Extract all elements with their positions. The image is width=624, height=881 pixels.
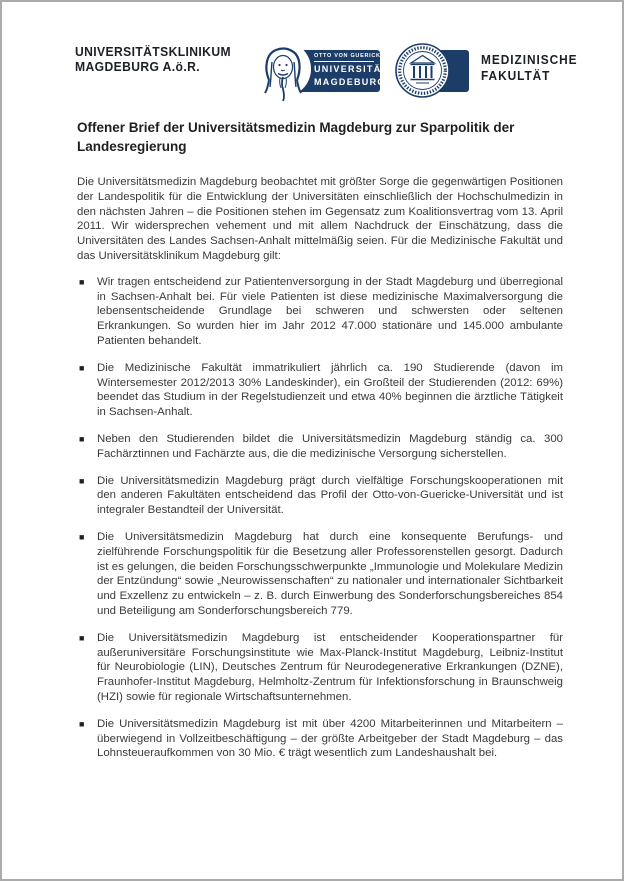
university-logo-name1: UNIVERSITÄT — [314, 64, 389, 74]
bullet-text: Neben den Studierenden bildet die Universitätsmedizin Magdeburg ständig ca. 300 Fachärztinnen und Fachärzte aus, die die medizinische Versorgung sicherstellen. — [97, 432, 563, 460]
list-item — [77, 474, 563, 518]
bullet-text: Die Universitätsmedizin Magdeburg prägt durch vielfältige Forschungskooperationen mit den anderen Fakultäten entscheidend das Profil der Otto-von-Guericke-Universität und ist integraler Bestandteil der Universität. — [97, 474, 563, 517]
otto-von-guericke-portrait-icon — [254, 40, 312, 100]
intro-paragraph: Die Universitätsmedizin Magdeburg beobachtet mit größter Sorge die gegenwärtigen Positionen der Landespolitik für die Entwicklung der Universitäten einschließlich der Hochschulmedizin in den nächsten Jahren – die Positionen stehen im Gegensatz zum Koalitionsvertrag vom 13. April 2011. Wir widersprechen vehement und mit allem Nachdruck der Einschätzung, dass die Universitäten des Landes Sachsen-Anhalt mittelmäßig seien. Für die Medizinische Fakultät und das Universitätsklinikum Magdeburg gilt: — [77, 176, 563, 262]
university-logo-topline: OTTO VON GUERICKE — [314, 50, 374, 62]
klinikum-line2: MAGDEBURG A.ö.R. — [75, 60, 200, 74]
page-title: Offener Brief der Universitätsmedizin Magdeburg zur Sparpolitik der Landesregierung — [77, 120, 515, 154]
klinikum-line1: UNIVERSITÄTSKLINIKUM — [75, 45, 231, 59]
faculty-line2: FAKULTÄT — [481, 68, 551, 83]
medical-faculty-logo — [395, 40, 624, 100]
bullet-icon: ■ — [79, 434, 85, 445]
bullet-list — [77, 275, 563, 761]
list-item — [77, 432, 563, 462]
bullet-icon: ■ — [79, 476, 85, 487]
list-item — [77, 631, 563, 705]
bullet-icon: ■ — [79, 277, 85, 288]
list-item — [77, 530, 563, 619]
faculty-seal-icon — [395, 43, 450, 98]
bullet-icon: ■ — [79, 363, 85, 374]
bullet-icon: ■ — [79, 633, 85, 644]
university-logo — [254, 40, 389, 100]
list-item — [77, 361, 563, 420]
faculty-wordmark — [481, 53, 578, 84]
bullet-text: Wir tragen entscheidend zur Patientenversorgung in der Stadt Magdeburg und überregional in Sachsen-Anhalt bei. Für viele Patienten ist diese medizinische Maximalversorgung die lebensentscheidende Grundlage bei schweren und schwersten oder seltenen Erkrankungen. So wurden hier im Jahr 2012 47.000 stationäre und 145.000 ambulante Patienten behandelt. — [97, 275, 563, 347]
list-item — [77, 717, 563, 761]
letter-body — [2, 102, 622, 761]
letterhead — [2, 2, 622, 102]
bullet-text: Die Universitätsmedizin Magdeburg ist entscheidender Kooperationspartner für außeruniversitäre Forschungsinstitute wie Max-Planck-Institut Magdeburg, Leibniz-Institut für Neurobiologie (LIN), Deutsches Zentrum für Neurodegenerative Erkrankungen (DZNE), Fraunhofer-Institut Magdeburg, Helmholtz-Zentrum für Infektionsforschung in Braunschweig (HZI) sowie für regionale Wirtschaftsunternehmen. — [97, 631, 563, 703]
university-logo-name2: MAGDEBURG — [314, 77, 386, 87]
bullet-text: Die Universitätsmedizin Magdeburg ist mit über 4200 Mitarbeiterinnen und Mitarbeitern – überwiegend in Vollzeitbeschäftigung – der größte Arbeitgeber der Stadt Magdeburg – das Lohnsteueraufkommen von 30 Mio. € trägt wesentlich zum Landeshaushalt bei. — [97, 717, 563, 760]
bullet-text: Die Universitätsmedizin Magdeburg hat durch eine konsequente Berufungs- und zielführende Forschungspolitik für die Besetzung aller Professorenstellen gesorgt. Dadurch ist es gelungen, die beiden Forschungsschwerpunkte „Immunologie und Molekulare Medizin der Entzündung“ sowie „Neurowissenschaften“ zu nationaler und internationaler Sichtbarkeit und Exzellenz zu entwickeln – z. B. durch Einwerbung des Sonderforschungsbereiches 854 und Beteiligung am Sonderforschungsbereich 779. — [97, 530, 563, 617]
klinikum-wordmark — [75, 45, 231, 75]
list-item — [77, 275, 563, 349]
bullet-icon: ■ — [79, 532, 85, 543]
faculty-line1: MEDIZINISCHE — [481, 53, 578, 67]
bullet-text: Die Medizinische Fakultät immatrikuliert jährlich ca. 190 Studierende (davon im Wintersemester 2012/2013 30% Landeskinder), ein Großteil der Studierenden (2012: 69%) beendet das Studium in der Regelstudienzeit und etwa 40% beginnen die ärztliche Tätigkeit in Sachsen-Anhalt. — [97, 361, 563, 419]
bullet-icon: ■ — [79, 719, 85, 730]
